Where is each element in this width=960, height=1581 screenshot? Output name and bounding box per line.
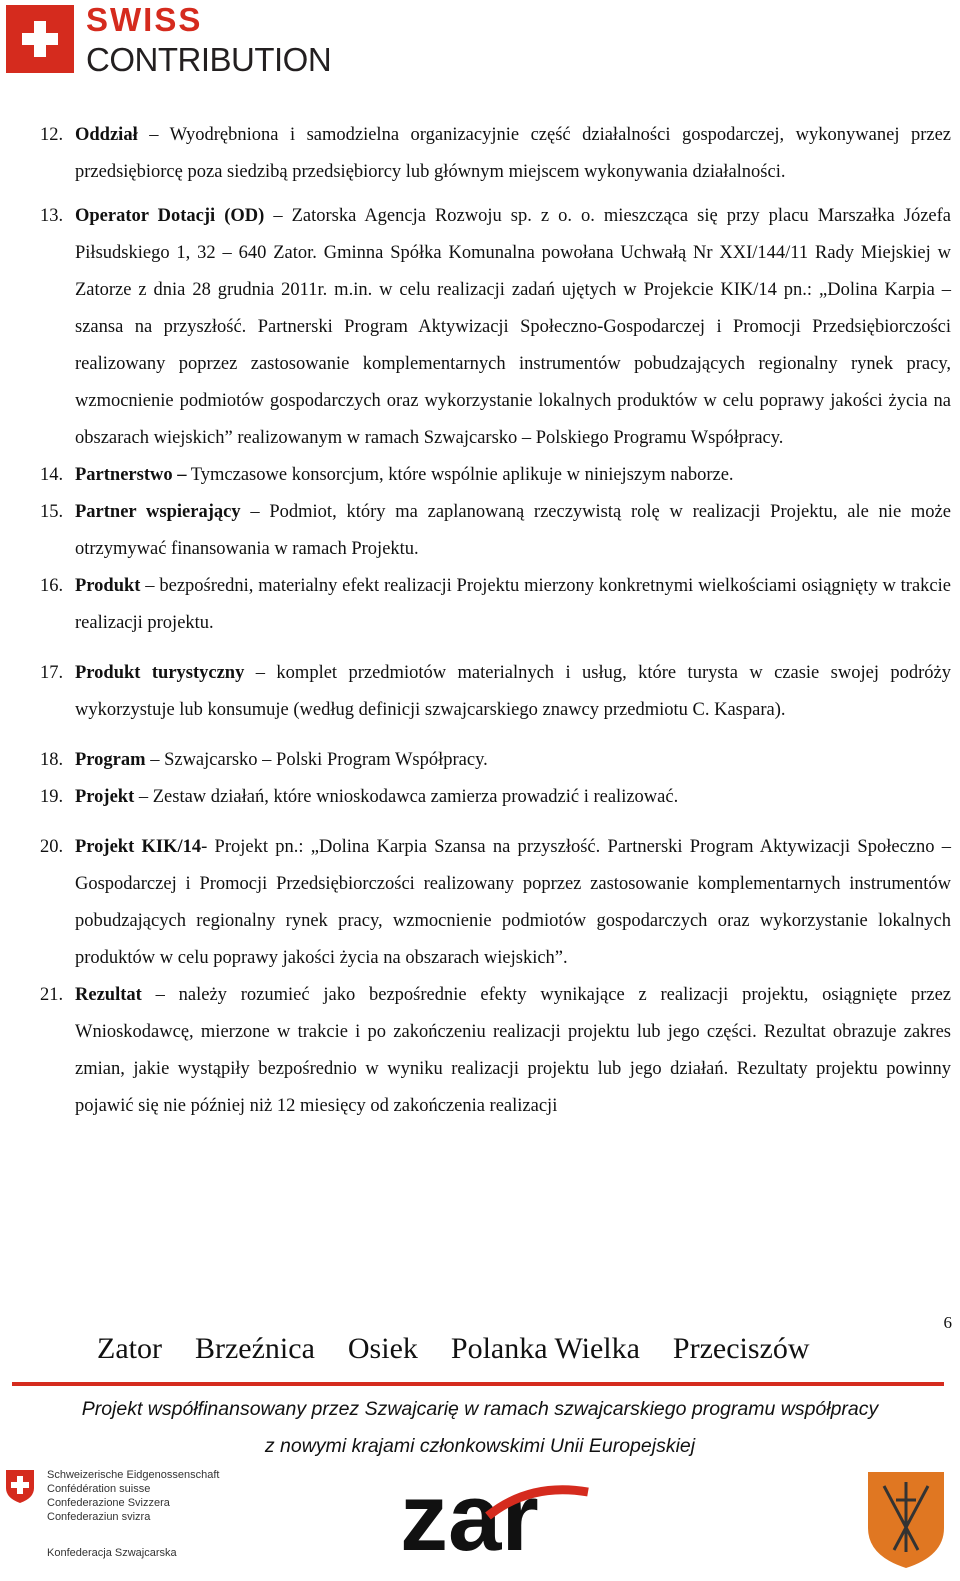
definition-item xyxy=(40,117,951,191)
footer-funding-line-2: z nowymi krajami członkowskimi Unii Europejskiej xyxy=(264,1435,696,1457)
coat-of-arms-icon xyxy=(866,1470,946,1570)
definition-item xyxy=(40,779,951,816)
item-text: Tymczasowe konsorcjum, które wspólnie aplikuje w niniejszym naborze. xyxy=(186,465,734,485)
confederation-names xyxy=(47,1468,219,1524)
footer-funding-line: Projekt współfinansowany przez Szwajcarię w ramach szwajcarskiego programu współpracy xyxy=(81,1398,879,1420)
item-text: – należy rozumieć jako bezpośrednie efekty wynikające z realizacji projektu, osiągnięte przez Wnioskodawcę, mierzone w trakcie i po zakończeniu realizacji projektu lub jego części. Rezultat obrazuje zakres zmian, jakie wystąpiły bezpośrednio w wyniku realizacji projektu lub jego działań. Rezultaty projektu powinny pojawić się nie później niż 12 miesięcy od zakończenia realizacji xyxy=(75,985,951,1116)
footer-divider xyxy=(12,1382,944,1386)
confederation-name: Confédération suisse xyxy=(47,1483,151,1495)
definition-item xyxy=(40,198,951,457)
item-term: Oddział xyxy=(75,125,138,145)
item-number: 16. xyxy=(40,576,64,596)
zator-logo-text: zar xyxy=(400,1472,539,1558)
item-number: 20. xyxy=(40,837,64,857)
item-text: – Podmiot, który ma zaplanowaną rzeczywistą rolę w realizacji Projektu, ale nie może otrzymywać finansowania w ramach Projektu. xyxy=(75,502,951,559)
place-name: Brzeźnica xyxy=(194,1332,315,1365)
item-number: 13. xyxy=(40,206,64,226)
page-number: 6 xyxy=(943,1313,952,1332)
item-number: 14. xyxy=(40,465,64,485)
logo-contribution-text: CONTRIBUTION xyxy=(86,41,332,78)
item-term: Produkt xyxy=(75,576,141,596)
item-text: - Projekt pn.: „Dolina Karpia Szansa na przyszłość. Partnerski Program Aktywizacji Społeczno – Gospodarczej i Promocji Przedsiębiorczości realizowany poprzez zastosowanie komplementarnych instrumentów pobudzających regionalny rynek pracy, wzmocnienie podmiotów gospodarczych oraz wykorzystanie lokalnych produktów w celu poprawy jakości życia na obszarach wiejskich”. xyxy=(75,837,952,968)
confederation-polish: Konfederacja Szwajcarska xyxy=(47,1547,177,1559)
item-term: Operator Dotacji (OD) xyxy=(75,206,265,226)
swiss-cross-icon xyxy=(6,5,74,73)
item-term: Projekt xyxy=(75,787,135,807)
swiss-shield-icon xyxy=(4,1468,36,1504)
item-number: 18. xyxy=(40,750,64,770)
item-term: Program xyxy=(75,750,146,770)
item-number: 15. xyxy=(40,502,64,522)
place-name: Zator xyxy=(97,1332,162,1365)
places-row xyxy=(97,1332,843,1366)
item-term: Projekt KIK/14 xyxy=(75,837,202,857)
definition-item xyxy=(40,568,951,642)
item-text: – Szwajcarsko – Polski Program Współpracy. xyxy=(145,750,488,770)
definition-item xyxy=(40,742,951,779)
item-term: Partnerstwo – xyxy=(75,465,187,485)
item-term: Partner wspierający xyxy=(75,502,241,522)
place-name: Przeciszów xyxy=(672,1332,810,1365)
definition-item xyxy=(40,829,951,977)
item-text: – Zestaw działań, które wnioskodawca zamierza prowadzić i realizować. xyxy=(134,787,679,807)
confederation-name: Confederaziun svizra xyxy=(47,1511,151,1523)
definitions-list xyxy=(40,117,951,1125)
item-text: – komplet przedmiotów materialnych i usług, które turysta w czasie swojej podróży wykorzystuje lub konsumuje (według definicji szwajcarskiego znawcy przedmiotu C. Kaspara). xyxy=(75,663,952,720)
place-name: Polanka Wielka xyxy=(450,1332,640,1365)
definition-item xyxy=(40,494,951,568)
zator-logo xyxy=(400,1472,600,1558)
definition-item xyxy=(40,655,951,729)
logo-swiss-text: SWISS xyxy=(86,1,203,38)
item-text: – bezpośredni, materialny efekt realizacji Projektu mierzony konkretnymi wielkościami osiągnięty w trakcie realizacji projektu. xyxy=(75,576,951,633)
item-number: 19. xyxy=(40,787,64,807)
confederation-name: Schweizerische Eidgenossenschaft xyxy=(47,1469,220,1481)
definition-item xyxy=(40,457,951,494)
definition-item xyxy=(40,977,951,1125)
place-name: Osiek xyxy=(347,1332,418,1365)
confederation-name: Confederazione Svizzera xyxy=(47,1497,170,1509)
item-number: 12. xyxy=(40,125,64,145)
item-number: 17. xyxy=(40,663,64,683)
item-term: Rezultat xyxy=(75,985,142,1005)
item-text: – Wyodrębniona i samodzielna organizacyjnie część działalności gospodarczej, wykonywanej przez przedsiębiorcę poza siedzibą przedsiębiorcy lub głównym miejscem wykonywania działalności. xyxy=(75,125,951,182)
item-text: – Zatorska Agencja Rozwoju sp. z o. o. mieszcząca się przy placu Marszałka Józefa Piłsudskiego 1, 32 – 640 Zator. Gminna Spółka Komunalna powołana Uchwałą Nr XXI/144/11 Rady Miejskiej w Zatorze z dnia 28 grudnia 2011r. m.in. w celu realizacji zadań ujętych w Projekcie KIK/14 pn.: „Dolina Karpia – szansa na przyszłość. Partnerski Program Aktywizacji Społeczno-Gospodarczej i Promocji Przedsiębiorczości realizowany poprzez zastosowanie komplementarnych instrumentów pobudzających regionalny rynek pracy, wzmocnienie podmiotów gospodarczych oraz wykorzystanie lokalnych produktów w celu poprawy jakości życia na obszarach wiejskich” realizowanym w ramach Szwajcarsko – Polskiego Programu Współpracy. xyxy=(75,206,951,448)
item-number: 21. xyxy=(40,985,64,1005)
item-term: Produkt turystyczny xyxy=(75,663,245,683)
